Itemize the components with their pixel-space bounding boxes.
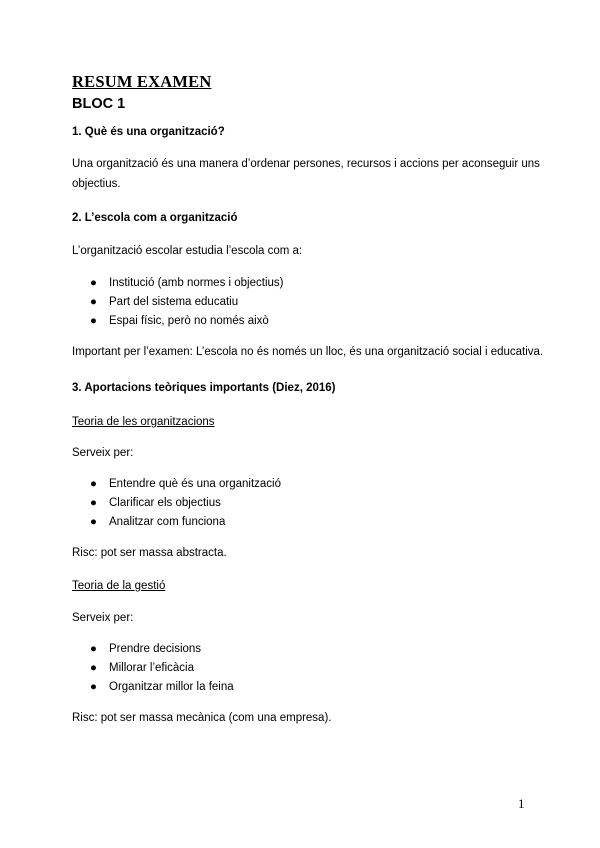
list-item: Entendre què és una organització <box>109 478 281 490</box>
list-item: Organitzar millor la feina <box>109 681 234 693</box>
bullet-icon: ● <box>90 643 97 655</box>
paragraph: Serveix per: <box>72 612 134 624</box>
bullet-icon: ● <box>90 277 97 289</box>
page-number: 1 <box>518 796 525 811</box>
bullet-icon: ● <box>90 516 97 528</box>
bullet-icon: ● <box>90 478 97 490</box>
section-heading: 1. Què és una organització? <box>72 126 225 138</box>
paragraph: Important per l’examen: L’escola no és només un lloc, és una organització social i educativa. <box>72 346 544 358</box>
paragraph: Serveix per: <box>72 447 134 459</box>
paragraph: L’organització escolar estudia l’escola com a: <box>72 245 303 257</box>
bullet-icon: ● <box>90 315 97 327</box>
document-title: RESUM EXAMEN <box>72 72 212 91</box>
bloc-heading: BLOC 1 <box>72 96 126 112</box>
bullet-icon: ● <box>90 681 97 693</box>
subsection-title: Teoria de la gestió <box>72 580 166 592</box>
subsection-title: Teoria de les organitzacions <box>72 416 215 428</box>
paragraph: Una organització és una manera d’ordenar persones, recursos i accions per aconseguir uns objectius. <box>72 158 540 190</box>
list-item: Analitzar com funciona <box>109 516 226 528</box>
list-item: Clarificar els objectius <box>109 497 221 509</box>
list-item: Prendre decisions <box>109 643 202 655</box>
list-item: Part del sistema educatiu <box>109 296 239 308</box>
list-item: Institució (amb normes i objectius) <box>109 277 284 289</box>
list-item: Millorar l’eficàcia <box>109 662 194 674</box>
list-item: Espai físic, però no només això <box>109 315 269 327</box>
bullet-icon: ● <box>90 497 97 509</box>
bullet-icon: ● <box>90 662 97 674</box>
section-heading: 2. L’escola com a organització <box>72 212 238 224</box>
paragraph: Risc: pot ser massa abstracta. <box>72 547 227 559</box>
paragraph: Risc: pot ser massa mecànica (com una empresa). <box>72 712 332 724</box>
bullet-icon: ● <box>90 296 97 308</box>
section-heading: 3. Aportacions teòriques importants (Diez, 2016) <box>72 382 336 394</box>
